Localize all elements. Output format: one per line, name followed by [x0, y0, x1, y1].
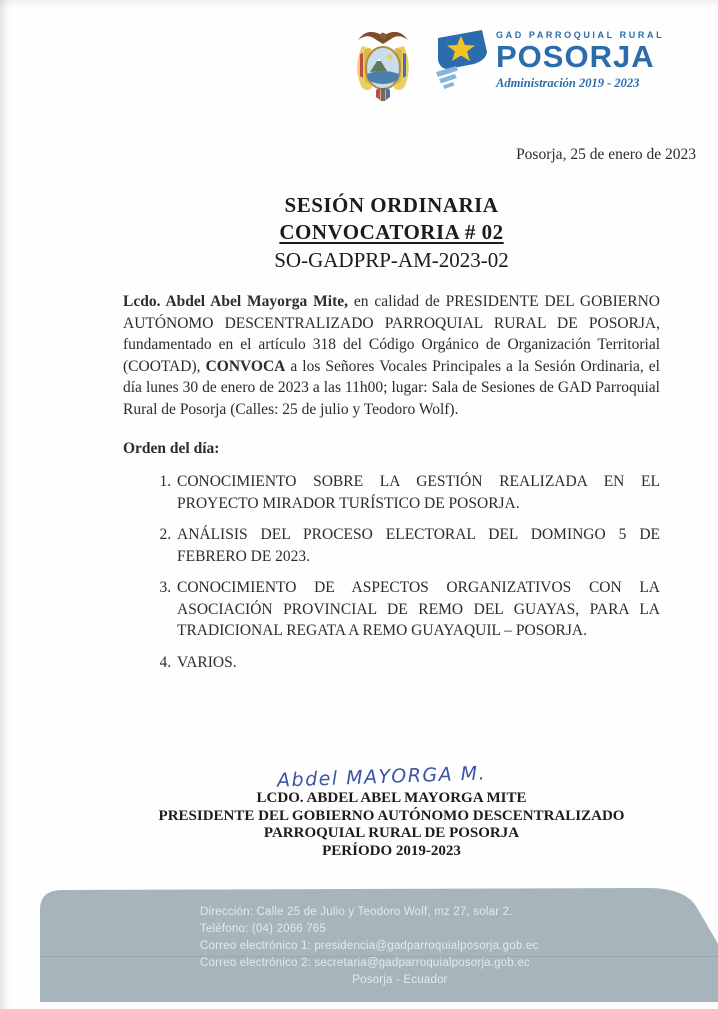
footer-email-2: Correo electrónico 2: secretaria@gadparroquialposorja.gob.ec — [200, 957, 530, 969]
agenda-list — [123, 471, 660, 683]
logo-org-name: POSORJA — [496, 39, 655, 74]
agenda-item-3: 3. CONOCIMIENTO DE ASPECTOS ORGANIZATIVOS CON LA ASOCIACIÓN PROVINCIAL DE REMO DEL GUAYAS, PARA LA TRADICIONAL REGATA A REMO GUAYAQUIL – POSORJA. — [175, 577, 660, 642]
convoca-word: CONVOCA — [205, 357, 286, 375]
footer-address: Dirección: Calle 25 de Julio y Teodoro Wolf, mz 27, solar 2. — [200, 906, 513, 918]
date-line: Posorja, 25 de enero de 2023 — [516, 146, 696, 163]
agenda-heading: Orden del día: — [123, 440, 220, 457]
letterhead — [346, 24, 664, 108]
title-convocatoria: CONVOCATORIA # 02 — [279, 220, 504, 244]
signer-title-2: PARROQUIAL RURAL DE POSORJA — [263, 825, 520, 841]
handwritten-signature: Abdel MAYORGA M. — [276, 762, 487, 792]
president-name: Lcdo. Abdel Abel Mayorga Mite, — [123, 293, 349, 310]
posorja-logo-mark-icon — [432, 28, 490, 90]
scan-shadow-left — [0, 0, 10, 1009]
signature-block — [123, 762, 660, 860]
footer-location: Posorja - Ecuador — [352, 974, 448, 986]
signer-title-1: PRESIDENTE DEL GOBIERNO AUTÓNOMO DESCENTRALIZADO — [158, 807, 625, 824]
scan-shadow-top — [0, 0, 718, 8]
intro-text-1: en calidad de PRESIDENTE DEL GOBIERNO AUTÓNOMO DESCENTRALIZADO PARROQUIAL RURAL DE POSORJA, fundamentado en el artículo 318 del Código Orgánico de Organización Territorial (COOTAD), — [123, 293, 660, 375]
agenda-item-4: 4. VARIOS. — [175, 652, 660, 674]
agenda-item-2: 2. ANÁLISIS DEL PROCESO ELECTORAL DEL DOMINGO 5 DE FEBRERO DE 2023. — [175, 524, 660, 567]
signer-name: LCDO. ABDEL ABEL MAYORGA MITE — [256, 790, 527, 806]
footer-phone: Teléfono: (04) 2066 765 — [200, 923, 327, 935]
posorja-logo — [432, 28, 664, 91]
logo-administration: Administración 2019 - 2023 — [496, 76, 640, 90]
posorja-logo-text — [496, 30, 664, 91]
document-title — [123, 193, 660, 273]
ecuador-coat-of-arms-icon — [346, 24, 420, 108]
intro-text-2: a los Señores Vocales Principales a la Sesión Ordinaria, el día lunes 30 de enero de 2023 a las 11h00; lugar: Sala de Sesiones de GAD Parroquial Rural de Posorja (Calles: 25 de julio y Teodoro Wolf). — [123, 357, 660, 418]
footer-contact — [200, 904, 600, 989]
intro-paragraph — [123, 291, 660, 420]
signer-period: PERÍODO 2019-2023 — [322, 842, 461, 859]
title-session: SESIÓN ORDINARIA — [284, 193, 499, 217]
logo-org-type: GAD PARROQUIAL RURAL — [496, 30, 665, 40]
title-code: SO-GADPRP-AM-2023-02 — [274, 248, 509, 272]
footer-email-1: Correo electrónico 1: presidencia@gadparroquialposorja.gob.ec — [200, 940, 539, 952]
agenda-item-1: 1. CONOCIMIENTO SOBRE LA GESTIÓN REALIZADA EN EL PROYECTO MIRADOR TURÍSTICO DE POSORJA. — [175, 471, 660, 514]
